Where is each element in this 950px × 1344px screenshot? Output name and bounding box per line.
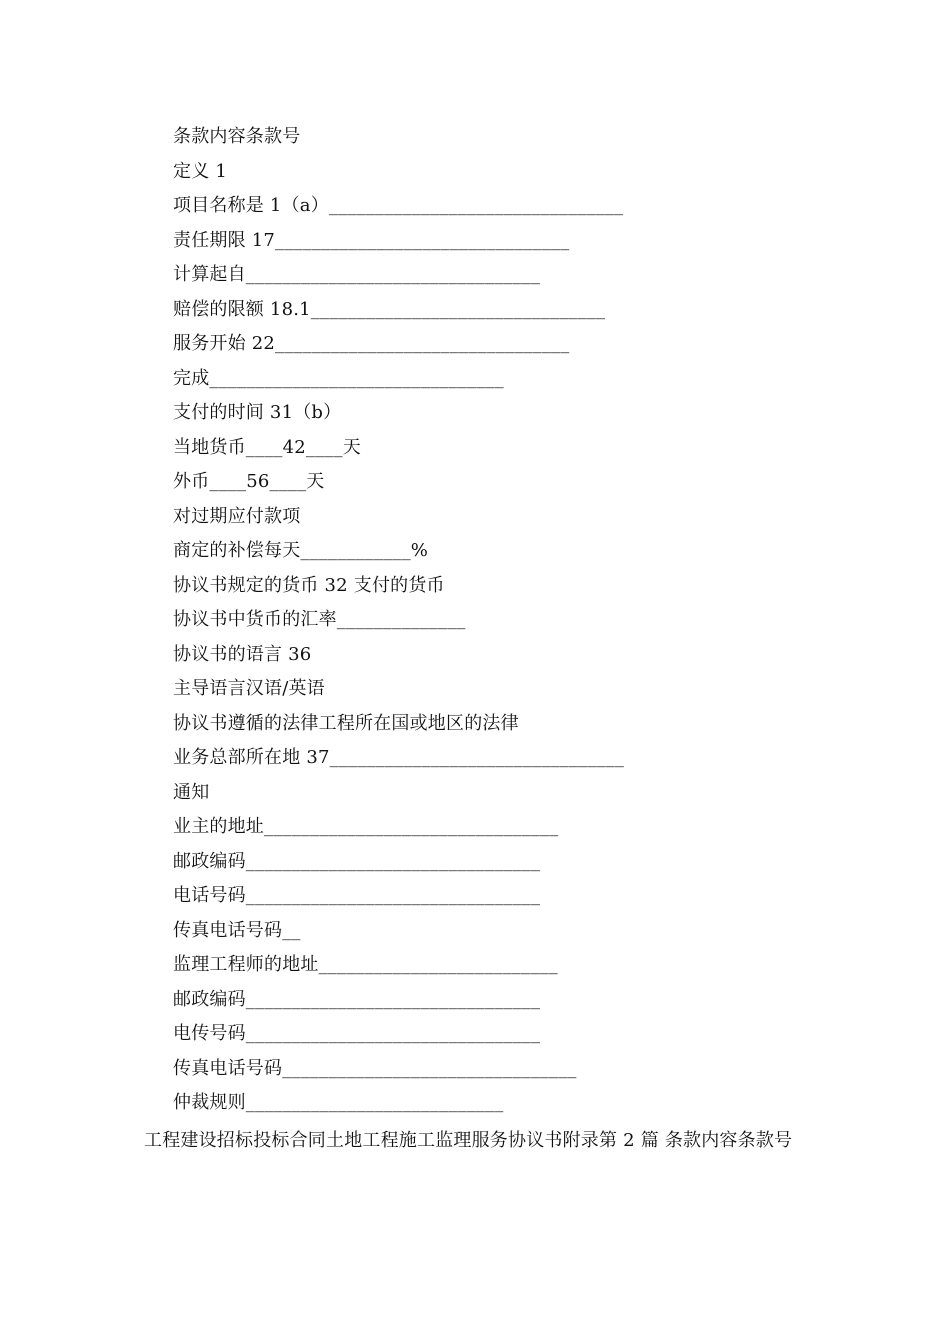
line-engineer-postcode: 邮政编码________________________________ — [173, 988, 541, 1010]
line-project-name: 项目名称是 1（a）________________________________ — [173, 195, 624, 216]
closing-paragraph: 工程建设招标投标合同土地工程施工监理服务协议书附录第 2 篇 条款内容条款号 — [144, 1130, 793, 1151]
line-engineer-telex: 电传号码________________________________ — [173, 1023, 541, 1044]
line-payment-time: 支付的时间 31（b） — [173, 402, 342, 423]
clause-list — [173, 123, 873, 1124]
line-headquarters: 业务总部所在地 37________________________________ — [173, 747, 625, 768]
line-owner-phone: 电话号码________________________________ — [173, 885, 541, 906]
line-engineer-address: 监理工程师的地址__________________________ — [173, 954, 558, 975]
line-overdue-payments: 对过期应付款项 — [173, 505, 301, 527]
line-primary-language: 主导语言汉语/英语 — [173, 678, 325, 699]
line-owner-postcode: 邮政编码________________________________ — [173, 850, 541, 872]
line-service-start: 服务开始 22________________________________ — [173, 333, 570, 354]
line-owner-address: 业主的地址________________________________ — [173, 816, 559, 837]
line-daily-compensation: 商定的补偿每天____________% — [173, 540, 429, 561]
line-agreement-currency: 协议书规定的货币 32 支付的货币 — [173, 574, 445, 596]
line-header: 条款内容条款号 — [173, 126, 301, 147]
line-calculated-from: 计算起自________________________________ — [173, 264, 541, 285]
line-owner-fax: 传真电话号码__ — [173, 919, 301, 941]
line-arbitration-rules: 仲裁规则____________________________ — [173, 1092, 504, 1113]
line-notice: 通知 — [173, 781, 210, 803]
line-foreign-currency: 外币____56____天 — [173, 471, 325, 492]
line-exchange-rate: 协议书中货币的汇率______________ — [173, 609, 466, 630]
line-local-currency: 当地货币____42____天 — [173, 436, 361, 458]
line-completion: 完成________________________________ — [173, 367, 504, 389]
line-governing-law: 协议书遵循的法律工程所在国或地区的法律 — [173, 712, 519, 734]
line-definition: 定义 1 — [173, 160, 227, 182]
line-engineer-fax: 传真电话号码________________________________ — [173, 1057, 577, 1079]
line-agreement-language: 协议书的语言 36 — [173, 643, 312, 665]
line-compensation-limit: 赔偿的限额 18.1________________________________ — [173, 298, 606, 320]
line-liability-period: 责任期限 17________________________________ — [173, 229, 570, 251]
